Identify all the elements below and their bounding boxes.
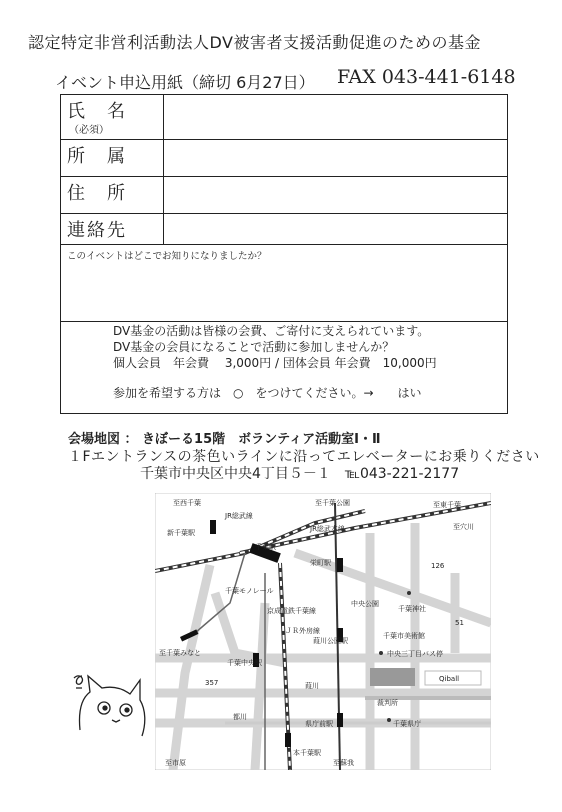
- map-label: 至西千葉: [173, 499, 201, 507]
- map-label: Qiball: [439, 675, 460, 683]
- address-row: [61, 177, 507, 214]
- question-row[interactable]: [61, 245, 507, 322]
- map-label: 京成電鉄千葉線: [267, 607, 316, 615]
- map-label: 葭川: [305, 682, 319, 690]
- map-label: 栄町駅: [310, 559, 331, 567]
- membership-line: 個人会員 年会費 3,000円 / 団体会員 年会費 10,000円: [113, 356, 437, 370]
- contact-row: [61, 214, 507, 245]
- required-note: （必須）: [69, 125, 109, 136]
- map-label: 126: [431, 562, 445, 570]
- form-subtitle: イベント申込用紙（締切 6月27日）: [55, 73, 315, 92]
- name-label: 氏 名: [67, 101, 127, 122]
- venue-guide: １Fエントランスの茶色いラインに沿ってエレベーターにお乗りください: [68, 449, 540, 465]
- map-label: 至蘇我: [333, 759, 354, 767]
- map-label: 至東千葉: [433, 501, 461, 509]
- application-form: [60, 94, 508, 414]
- affiliation-label: 所 属: [67, 146, 127, 167]
- map-label: 至穴川: [453, 523, 474, 531]
- map-label: 新千葉駅: [167, 529, 195, 537]
- name-field[interactable]: [164, 95, 507, 139]
- address-label: 住 所: [67, 183, 127, 204]
- venue-heading: 会場地図 ： きぼーる15階 ボランティア活動室Ⅰ・Ⅱ: [68, 432, 381, 447]
- name-label-cell: [61, 95, 164, 139]
- membership-info: [113, 323, 437, 401]
- map-label: 中央三丁目バス停: [387, 650, 443, 658]
- map-label: 千葉神社: [398, 605, 426, 613]
- foundation-title: 認定特定非営利活動法人DV被害者支援活動促進のための基金: [28, 33, 481, 52]
- map-label: 葭川公園駅: [313, 637, 348, 645]
- venue-address: 千葉市中央区中央4丁目５－１ ℡043-221-2177: [140, 466, 460, 482]
- map-label: 至市原: [165, 759, 186, 767]
- fax-number: FAX 043-441-6148: [337, 66, 516, 88]
- membership-line: DV基金の活動は皆様の会費、ご寄付に支えられています。: [113, 324, 430, 338]
- address-label-cell: [61, 177, 164, 213]
- membership-join-line[interactable]: 参加を希望する方は ○ をつけてください。→ はい: [113, 386, 422, 400]
- map-label: 至千葉公園: [315, 499, 350, 507]
- map-label: 中央公園: [351, 600, 379, 608]
- map-label: 至千葉みなと: [159, 649, 201, 657]
- map-label: 本千葉駅: [293, 749, 321, 757]
- map-label: 千葉県庁: [393, 720, 421, 728]
- map-label: JR総武線: [225, 512, 253, 520]
- map-label: 千葉モノレール: [225, 587, 274, 595]
- map-label: 県庁前駅: [305, 720, 333, 728]
- map-label: 都川: [233, 713, 247, 721]
- map-label: 千葉中央駅: [227, 659, 262, 667]
- affiliation-row: [61, 140, 507, 177]
- venue-map: [155, 493, 491, 770]
- map-label: 千葉駅: [255, 543, 276, 551]
- name-row: [61, 95, 507, 140]
- map-label: 裁判所: [377, 699, 398, 707]
- address-field[interactable]: [164, 177, 507, 213]
- affiliation-label-cell: [61, 140, 164, 176]
- map-label: 千葉市美術館: [383, 632, 425, 640]
- contact-field[interactable]: [164, 214, 507, 244]
- map-label: 51: [455, 619, 464, 627]
- map-label: 357: [205, 679, 219, 687]
- source-question: このイベントはどこでお知りになりましたか？: [67, 251, 267, 262]
- map-label: JR総武本線: [310, 525, 345, 533]
- affiliation-field[interactable]: [164, 140, 507, 176]
- contact-label: 連絡先: [67, 220, 127, 241]
- contact-label-cell: [61, 214, 164, 244]
- map-label: ＪＲ外房線: [285, 627, 320, 635]
- cat-illustration-icon: [72, 670, 150, 742]
- membership-line: DV基金の会員になることで活動に参加しませんか？: [113, 340, 395, 354]
